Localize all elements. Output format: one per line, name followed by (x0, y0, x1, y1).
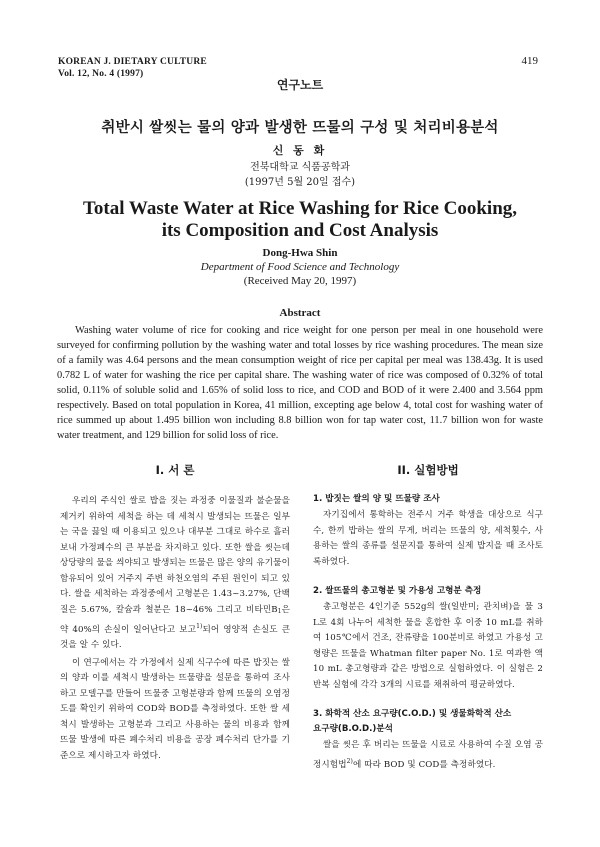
intro-p1-part-a: 우리의 주식인 쌀로 밥을 짓는 과정중 이물질과 불순물을 제거키 위하여 세척을 하는 데 세척시 발생되는 뜨물은 일부는 국을 끓일 때 이용되고 있으나 대부분 그대로 하수로 흘러보내 가정폐수의 큰 부분을 차지하고 있다. 또한 쌀을 씻는데 상당량의 물을 씌야되고 발생되는 뜨물은 많은 양의 유기물이 함유되어 있어 거주지 주변 하천오염의 주된 원인이 되고 있다. 쌀을 세척하는 과정중에서 고형분은 1.43~3.27%, 단백질은 5.67%, 칼슘과 철분은 18~46% 그리고 비타민B (60, 496, 290, 615)
affiliation-korean: 전북대학교 식품공학과 (250, 162, 350, 173)
intro-p1-part-c: 되어 영양적 손실도 큰 것을 알 수 있다. (60, 624, 290, 651)
title-english-line1: Total Waste Water at Rice Washing for Rice Cooking, (82, 198, 518, 219)
abstract-heading: Abstract (279, 307, 321, 319)
journal-name: KOREAN J. DIETARY CULTURE (58, 57, 207, 67)
title-korean: 취반시 쌀씻는 물의 양과 발생한 뜨물의 구성 및 처리비용분석 (101, 120, 499, 136)
received-date-korean: (1997년 5월 20일 접수) (244, 177, 356, 188)
subsection-text-2: 총고형분은 4인기준 552g의 쌀(일반미; 관치벼)을 물 3 L로 4회 나누어 세척한 물을 혼합한 후 이중 10 mL를 취하여 105℃에서 건조, 잔류량을 100분비로 하였고 가용성 고형량은 뜨물을 Whatman filter paper No. 1로 여과한 액 10 mL 총고형량과 같은 방법으로 실험하였다. 이 실험은 2반복 실험에 각각 3개의 시료를 채취하여 평균하였다. (313, 602, 543, 690)
subsection-heading-2: 2. 쌀뜨물의 총고형분 및 가용성 고형분 측정 (313, 586, 482, 596)
reference-marker-2: 2) (346, 757, 353, 765)
left-column (60, 462, 290, 764)
intro-paragraph-1 (60, 494, 290, 654)
intro-p1-part-b: 은 약 40%의 손실이 일어난다고 보고 (60, 604, 290, 635)
subsection-heading-3-line2: 요구량(B.O.D.)분석 (313, 724, 393, 734)
affiliation-english: Department of Food Science and Technology (200, 261, 400, 273)
section-heading-introduction: I. 서 론 (155, 463, 195, 477)
reference-marker-1: 1) (196, 623, 203, 630)
page-number: 419 (521, 55, 538, 67)
section-heading-methods: II. 실험방법 (397, 463, 459, 477)
title-english (0, 198, 600, 242)
author-english: Dong-Hwa Shin (262, 247, 338, 259)
received-date-english: (Received May 20, 1997) (243, 275, 357, 287)
article-type-label: 연구노트 (276, 78, 324, 92)
abstract-text: Washing water volume of rice for cooking and rice weight for one person per meal in one household were surveyed for confirming pollution by the washing water and total losses by rice washing procedures. The mean size of a family was 4.64 persons and the mean consumption weight of rice per capital per meal was 138.43g. It is used 0.782 L of water for washing the rice per capital share. The washing water of rice was composed of 0.32% of total solid, 0.11% of soluble solid and 1.65% of solid loss to rice, and COD and BOD of it were 2.400 and 3.564 ppm respectively. Based on total population in Korea, 41 million, excepting age below 4, total cost for washing water of rice summed up about 1.495 billion won including 8.8 billion won for tap water cost, 11.7 billion won for waste water treatment, and 129 billion for solid loss of rice. (57, 325, 543, 441)
subsection-text-1: 자기집에서 통학하는 전주시 거주 학생을 대상으로 식구수, 한끼 밥하는 쌀의 무게, 버리는 뜨물의 양, 세척횟수, 사용하는 쌀의 종류를 설문지를 통하여 실제 밥지을 때 조사토록하였다. (313, 510, 543, 567)
subsection-text-3 (313, 738, 543, 773)
vitamin-subscript: 1 (277, 607, 282, 615)
sub3-text-part-b: 에 따라 BOD 및 COD를 측정하였다. (352, 759, 496, 770)
author-korean: 신 동 화 (272, 144, 328, 157)
subsection-heading-3-line1: 3. 화학적 산소 요구량(C.O.D.) 및 생물화학적 산소 (313, 709, 512, 719)
intro-paragraph-2: 이 연구에서는 각 가정에서 실제 식구수에 따른 밥짓는 쌀의 양과 이를 세척시 발생하는 뜨물량을 설문을 통하여 조사하고 모델구를 만들어 뜨물중 고형분량과 함께 뜨물의 오염정도를 확인키 위하여 COD와 BOD를 측정하였다. 또한 쌀 세척시 발생하는 고형분과 그리고 사용하는 물의 비용과 함께 뜨물 발생에 따른 폐수처리 비용을 공장 폐수처리 단가를 기준으로 제시하고자 하였다. (60, 657, 290, 761)
right-column (313, 462, 543, 773)
journal-volume: Vol. 12, No. 4 (1997) (58, 69, 144, 79)
sub3-text-part-a: 쌀을 씻은 후 버리는 뜨물을 시료로 사용하여 수질 오염 공정시험법 (313, 740, 543, 770)
subsection-heading-1: 1. 밥짓는 쌀의 양 및 뜨물량 조사 (313, 494, 440, 504)
title-english-line2: its Composition and Cost Analysis (161, 220, 439, 241)
subsection-heading-3 (313, 707, 543, 737)
